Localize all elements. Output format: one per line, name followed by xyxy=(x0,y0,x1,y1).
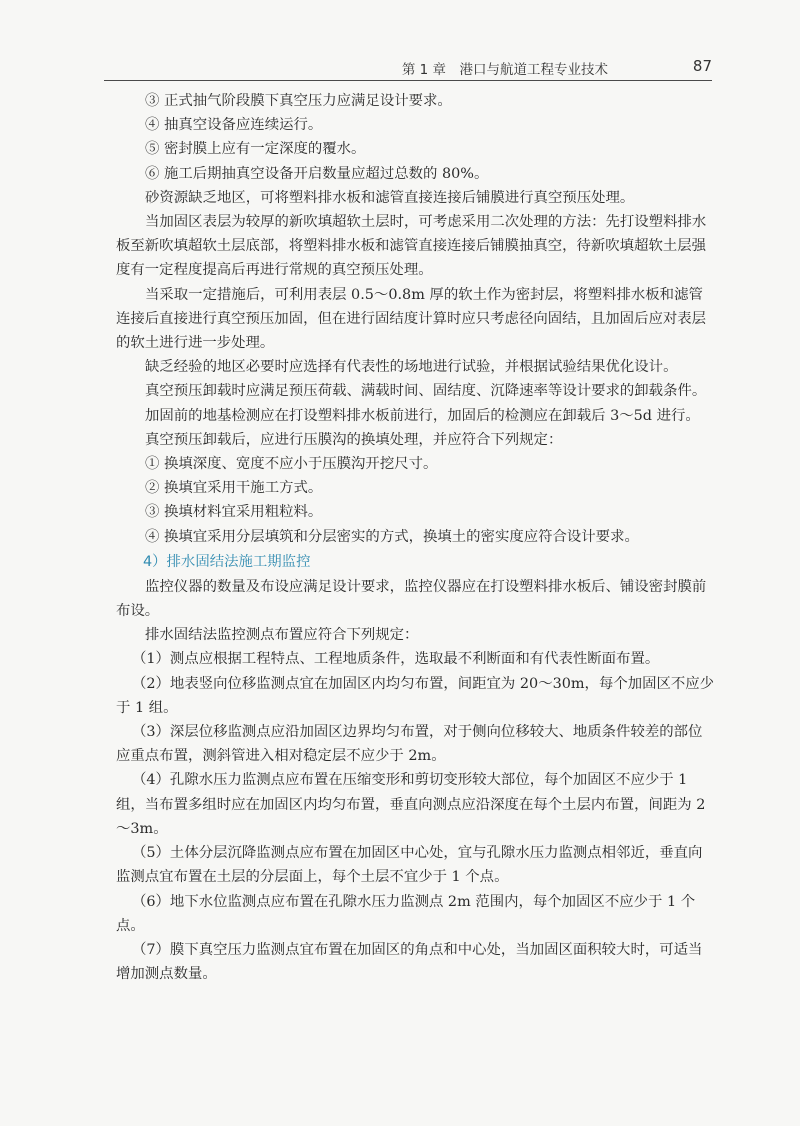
page-number: 87 xyxy=(692,57,712,75)
numbered-item: （6）地下水位监测点应布置在孔隙水压力监测点 2m 范围内，每个加固区不应少于 1 个点。 xyxy=(116,893,696,934)
running-header xyxy=(104,56,712,81)
page-body xyxy=(116,89,716,986)
list-item: ③ 正式抽气阶段膜下真空压力应满足设计要求。 xyxy=(145,93,452,109)
paragraph: 排水固结法监控测点布置应符合下列规定： xyxy=(145,627,419,644)
paragraph: 加固前的地基检测应在打设塑料排水板前进行，加固后的检测应在卸载后 3～5d 进行。 xyxy=(145,407,700,424)
list-item: ④ 抽真空设备应连续运行。 xyxy=(145,117,323,134)
list-item: ⑤ 密封膜上应有一定深度的覆水。 xyxy=(145,141,366,158)
section-heading: 4）排水固结法施工期监控 xyxy=(143,553,311,570)
paragraph: 真空预压卸载后，应进行压膜沟的换填处理，并应符合下列规定： xyxy=(145,431,563,448)
list-item: ④ 换填宜采用分层填筑和分层密实的方式，换填土的密实度应符合设计要求。 xyxy=(145,528,639,545)
numbered-item: （4）孔隙水压力监测点应布置在压缩变形和剪切变形较大部位，每个加固区不应少于 1 组，当布置多组时应在加固区内均匀布置，垂直向测点应沿深度在每个土层内布置，间距为 2～3m。 xyxy=(116,772,706,837)
list-item: ③ 换填材料宜采用粗粒料。 xyxy=(145,504,323,521)
list-item: ⑥ 施工后期抽真空设备开启数量应超过总数的 80%。 xyxy=(145,165,489,182)
numbered-item: （2）地表竖向位移监测点宜在加固区内均匀布置，间距宜为 20～30m，每个加固区不应少于 1 组。 xyxy=(116,675,715,716)
paragraph: 砂资源缺乏地区，可将塑料排水板和滤管直接连接后铺膜进行真空预压处理。 xyxy=(145,189,635,206)
list-item: ① 换填深度、宽度不应小于压膜沟开挖尺寸。 xyxy=(145,456,438,473)
paragraph: 真空预压卸载时应满足预压荷载、满载时间、固结度、沉降速率等设计要求的卸载条件。 xyxy=(145,383,707,400)
numbered-item: （1）测点应根据工程特点、工程地质条件，选取最不利断面和有代表性断面布置。 xyxy=(132,651,660,668)
list-item: ② 换填宜采用干施工方式。 xyxy=(145,480,323,497)
numbered-item: （7）膜下真空压力监测点宜布置在加固区的角点和中心处，当加固区面积较大时，可适当增加测点数量。 xyxy=(116,941,703,983)
paragraph: 监控仪器的数量及布设应满足设计要求，监控仪器应在打设塑料排水板后、铺设密封膜前布设。 xyxy=(116,578,707,620)
chapter-title: 第 1 章 港口与航道工程专业技术 xyxy=(401,62,608,78)
paragraph: 当加固区表层为较厚的新吹填超软土层时，可考虑采用二次处理的方法：先打设塑料排水板至新吹填超软土层底部，将塑料排水板和滤管直接连接后铺膜抽真空，待新吹填超软土层强度有一定程度提高后再进行常规的真空预压处理。 xyxy=(116,214,707,279)
paragraph: 当采取一定措施后，可利用表层 0.5～0.8m 厚的软土作为密封层，将塑料排水板和滤管连接后直接进行真空预压加固，但在进行固结度计算时应只考虑径向固结，且加固后应对表层的软土进行进一步处理。 xyxy=(116,286,707,352)
paragraph: 缺乏经验的地区必要时应选择有代表性的场地进行试验，并根据试验结果优化设计。 xyxy=(145,359,678,376)
numbered-item: （3）深层位移监测点应沿加固区边界均匀布置，对于侧向位移较大、地质条件较差的部位应重点布置，测斜管进入相对稳定层不应少于 2m。 xyxy=(116,724,703,765)
numbered-item: （5）土体分层沉降监测点应布置在加固区中心处，宜与孔隙水压力监测点相邻近，垂直向监测点宜布置在土层的分层面上，每个土层不宜少于 1 个点。 xyxy=(116,845,703,886)
